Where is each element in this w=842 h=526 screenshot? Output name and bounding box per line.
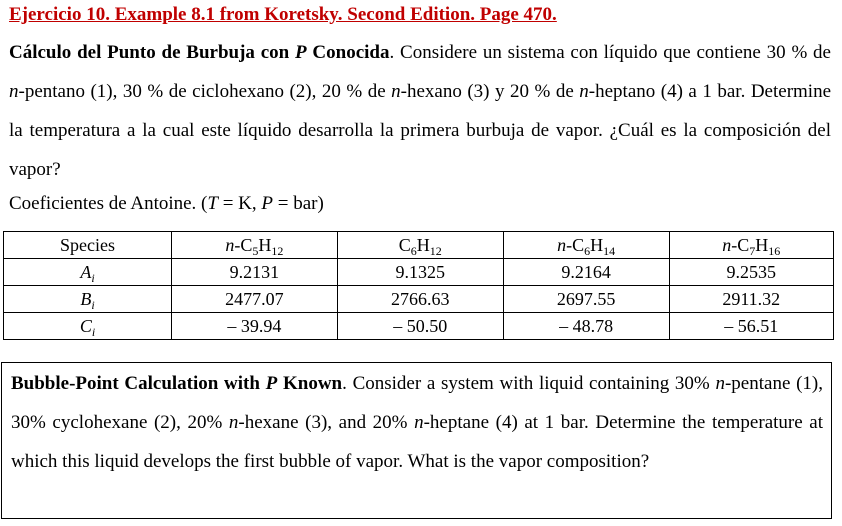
spanish-heading: Cálculo del Punto de Burbuja con P Conocida [9, 42, 390, 63]
table-header-row [4, 232, 834, 259]
table-cell: – 56.51 [669, 313, 833, 340]
english-problem-box [1, 362, 832, 519]
coefficient-label: $B_i$ [4, 286, 172, 313]
table-row [4, 259, 834, 286]
table-cell: – 50.50 [337, 313, 503, 340]
table-cell: 9.2131 [172, 259, 338, 286]
table-cell: 2911.32 [669, 286, 833, 313]
antoine-caption: Coeficientes de Antoine. (T = K, P = bar) [9, 193, 324, 214]
table-cell: 9.2535 [669, 259, 833, 286]
table-cell: 9.2164 [503, 259, 669, 286]
antoine-coefficients-table [3, 231, 834, 340]
table-cell: – 39.94 [172, 313, 338, 340]
coefficient-label: $C_i$ [4, 313, 172, 340]
table-cell: 2697.55 [503, 286, 669, 313]
table-cell: 9.1325 [337, 259, 503, 286]
spanish-problem-statement: Cálculo del Punto de Burbuja con P Conocida. Considere un sistema con líquido que contiene 30 % de n-pentano (1), 30 % de ciclohexano (2), 20 % de n-hexano (3) y 20 % de n-heptano (4) a 1 bar. Determine la temperatura a la cual este líquido desarrolla la primera burbuja de vapor. ¿Cuál es la composición del vapor? [9, 42, 832, 180]
species-column-header: $n-C_5H_{12}$ [172, 232, 338, 259]
table-cell: – 48.78 [503, 313, 669, 340]
table-cell: 2477.07 [172, 286, 338, 313]
species-column-header: $C_6H_{12}$ [337, 232, 503, 259]
table-cell: 2766.63 [337, 286, 503, 313]
coefficient-label: $A_i$ [4, 259, 172, 286]
english-heading: Bubble-Point Calculation with P Known [11, 373, 343, 394]
english-problem-statement: Bubble-Point Calculation with P Known. Consider a system with liquid containing 30% n-pentane (1), 30% cyclohexane (2), 20% n-hexane (3), and 20% n-heptane (4) at 1 bar. Determine the temperature at which this liquid develops the first bubble of vapor. What is the vapor composition? [11, 373, 823, 472]
species-column-header: $n-C_7H_{16}$ [669, 232, 833, 259]
exercise-title: Ejercicio 10. Example 8.1 from Koretsky. Second Edition. Page 470. [9, 4, 557, 25]
table-row [4, 313, 834, 340]
species-column-header: $n-C_6H_{14}$ [503, 232, 669, 259]
table-row [4, 286, 834, 313]
species-header: Species [4, 232, 172, 259]
